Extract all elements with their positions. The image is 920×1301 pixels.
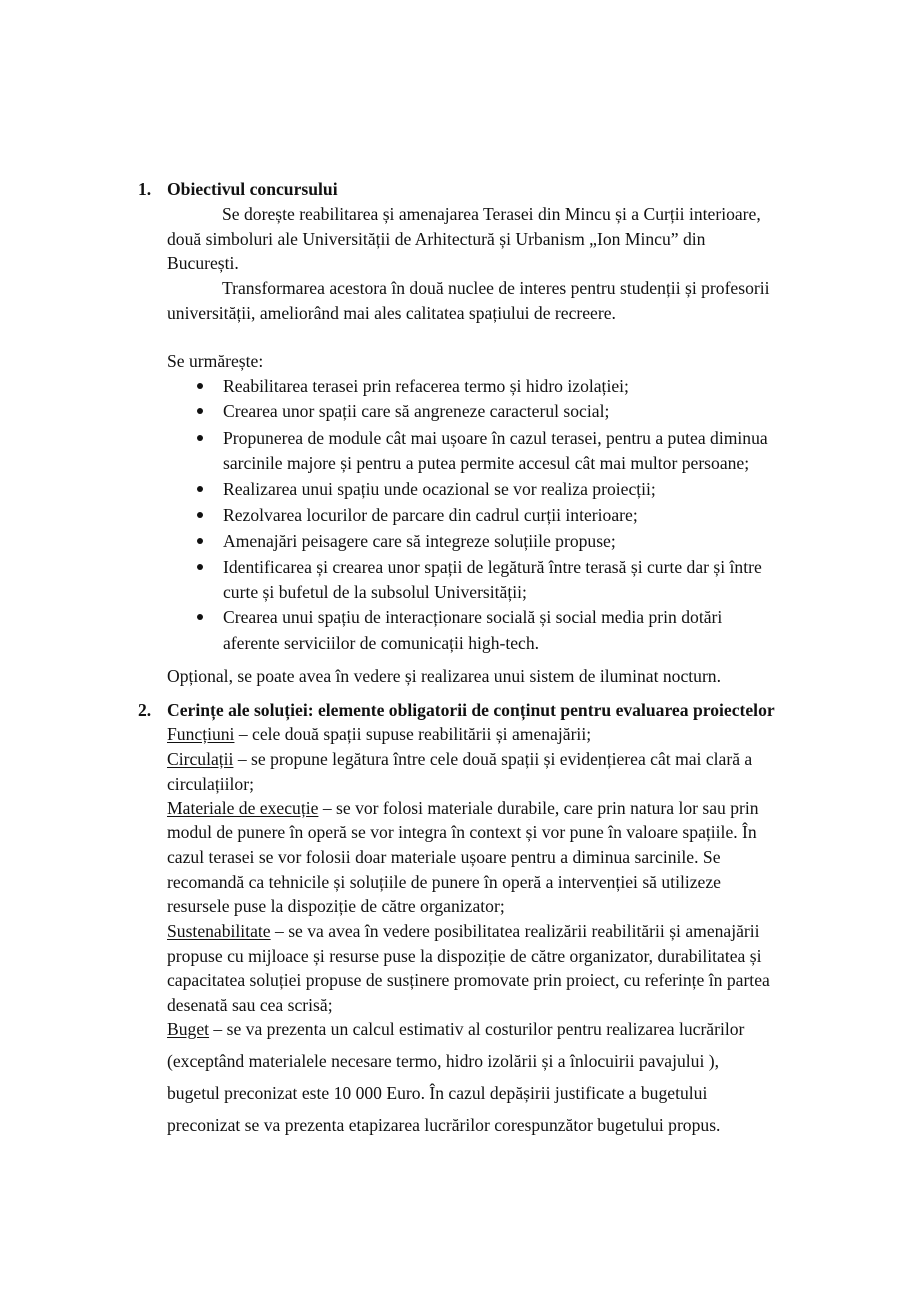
requirement-text-continuation: desenată sau cea scrisă; (167, 995, 333, 1015)
requirement-sustenabilitate (167, 919, 760, 943)
bullet-icon (197, 435, 203, 441)
requirement-text: – se va avea în vedere posibilitatea realizării reabilitării și amenajării (270, 921, 760, 941)
bullet-item-continuation: aferente serviciilor de comunicații high-tech. (223, 633, 540, 653)
requirement-text-continuation: modul de punere în operă se vor integra în context și vor pune în valoare spațiile. În (167, 822, 757, 842)
requirement-materiale (167, 796, 759, 820)
requirement-text: – cele două spații supuse reabilitării și amenajării; (234, 724, 592, 744)
section-1-title: Obiectivul concursului (167, 179, 338, 199)
requirement-text: – se va prezenta un calcul estimativ al costurilor pentru realizarea lucrărilor (209, 1019, 745, 1039)
requirement-text-continuation: cazul terasei se vor folosii doar materiale ușoare pentru a diminua sarcinile. Se (167, 847, 721, 867)
requirement-term: Sustenabilitate (167, 921, 271, 941)
paragraph-line: Se dorește reabilitarea și amenajarea Terasei din Mincu și a Curții interioare, (222, 204, 761, 224)
bullet-item: Amenajări peisagere care să integreze soluțiile propuse; (223, 531, 616, 551)
paragraph-line: universității, ameliorând mai ales calitatea spațiului de recreere. (167, 303, 616, 323)
requirement-term: Materiale de execuție (167, 798, 319, 818)
bullet-icon (197, 408, 203, 414)
requirement-term: Circulații (167, 749, 234, 769)
requirement-text-continuation: propuse cu mijloace și resurse puse la dispoziție de către organizator, durabilitatea și (167, 946, 762, 966)
section-2-number: 2. (138, 700, 152, 720)
bullet-item: Crearea unui spațiu de interacționare socială și social media prin dotări (223, 607, 723, 627)
bullet-icon (197, 614, 203, 620)
bullet-icon (197, 512, 203, 518)
bullet-icon (197, 564, 203, 570)
paragraph-line: București. (167, 253, 239, 273)
requirement-term: Funcțiuni (167, 724, 235, 744)
requirement-text-continuation: capacitatea soluției propuse de susținere promovate prin proiect, cu referințe în partea (167, 970, 770, 990)
requirement-text: – se propune legătura între cele două spații și evidențierea cât mai clară a (233, 749, 753, 769)
requirement-text-continuation: recomandă ca tehnicile și soluțiile de punere în operă a intervenției să utilizeze (167, 872, 721, 892)
bullet-item: Realizarea unui spațiu unde ocazional se vor realiza proiecții; (223, 479, 656, 499)
bullet-item: Crearea unor spații care să angreneze caracterul social; (223, 401, 610, 421)
requirement-buget (167, 1017, 744, 1041)
bullet-item-continuation: curte și bufetul de la subsolul Universității; (223, 582, 527, 602)
bullet-item-continuation: sarcinile majore și pentru a putea permite accesul cât mai multor persoane; (223, 453, 750, 473)
bullet-icon (197, 486, 203, 492)
requirement-text-continuation: preconizat se va prezenta etapizarea lucrărilor corespunzător bugetului propus. (167, 1115, 721, 1135)
requirement-text-continuation: circulațiilor; (167, 774, 254, 794)
optional-note: Opțional, se poate avea în vedere și realizarea unui sistem de iluminat nocturn. (167, 666, 722, 686)
bullet-item: Identificarea și crearea unor spații de legătură între terasă și curte dar și între (223, 557, 762, 577)
requirement-text-continuation: (exceptând materialele necesare termo, hidro izolării și a înlocuirii pavajului ), (167, 1051, 720, 1071)
bullet-item: Reabilitarea terasei prin refacerea termo și hidro izolației; (223, 376, 629, 396)
requirement-text-continuation: bugetul preconizat este 10 000 Euro. În cazul depășirii justificate a bugetului (167, 1083, 708, 1103)
requirement-text: – se vor folosi materiale durabile, care prin natura lor sau prin (318, 798, 759, 818)
section-1-number: 1. (138, 179, 152, 199)
requirement-functiuni (167, 722, 591, 746)
bullet-icon (197, 538, 203, 544)
paragraph-line: două simboluri ale Universității de Arhitectură și Urbanism „Ion Mincu” din (167, 229, 706, 249)
bullet-icon (197, 383, 203, 389)
requirement-text-continuation: resursele puse la dispoziție de către organizator; (167, 896, 505, 916)
section-2-title: Cerințe ale soluției: elemente obligatorii de conținut pentru evaluarea proiectelor (167, 700, 775, 720)
bullet-item: Propunerea de module cât mai ușoare în cazul terasei, pentru a putea diminua (223, 428, 768, 448)
paragraph-line: Transformarea acestora în două nuclee de interes pentru studenții și profesorii (222, 278, 770, 298)
list-intro: Se urmărește: (167, 351, 264, 371)
requirement-circulatii (167, 747, 752, 771)
bullet-item: Rezolvarea locurilor de parcare din cadrul curții interioare; (223, 505, 638, 525)
requirement-term: Buget (167, 1019, 210, 1039)
